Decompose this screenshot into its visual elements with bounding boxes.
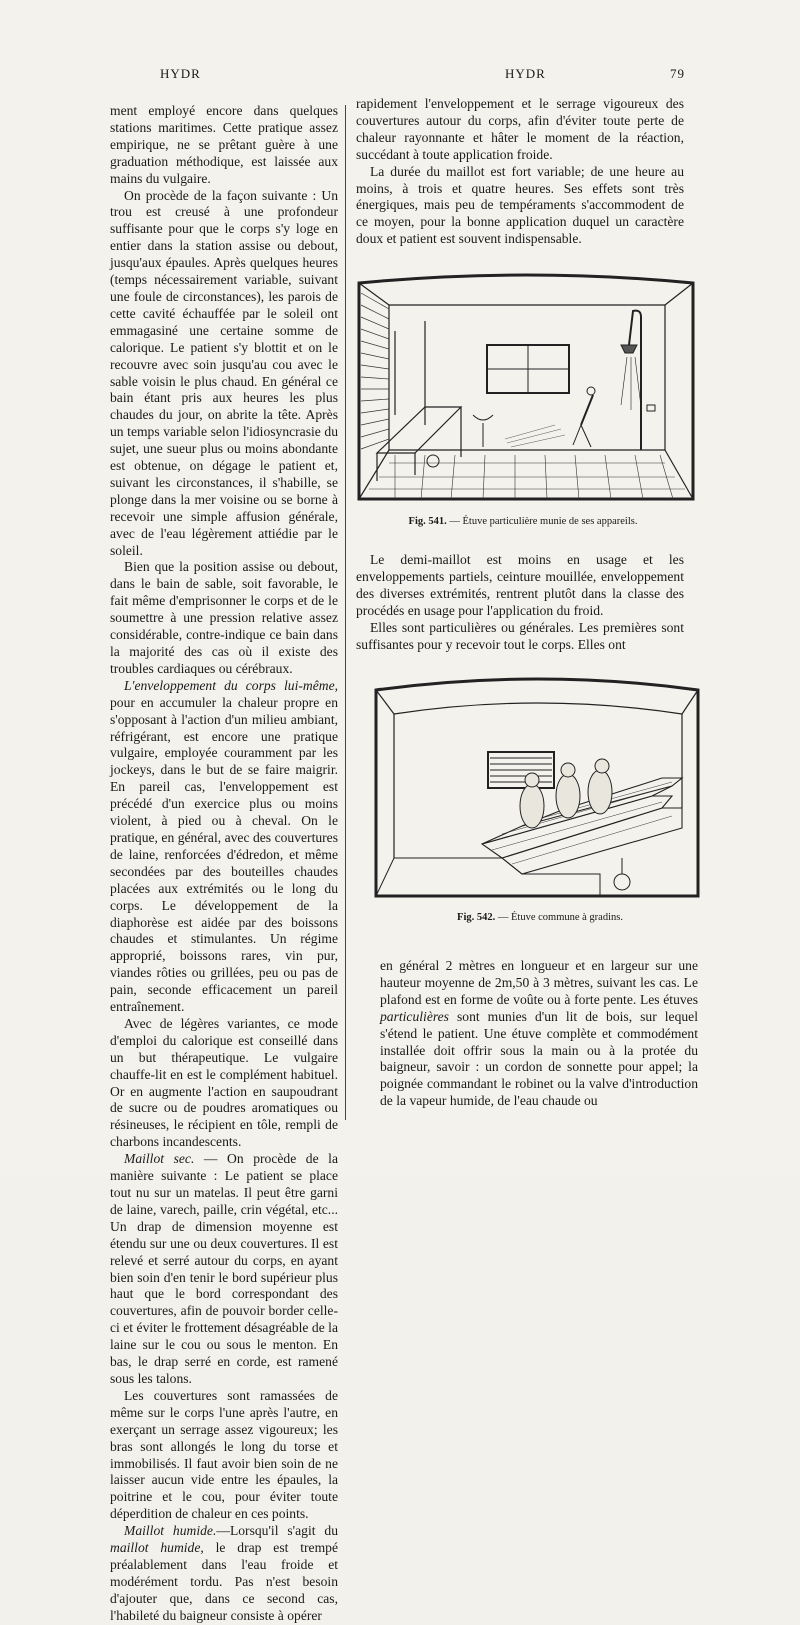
maillot-sec-title: Maillot sec. [124,1151,195,1167]
right-bottom-text-b: sont munies d'un lit de bois, sur lequel s'étend le patient. Une étuve complète et commodément installée doit offrir sous la main ou à la protée du baigneur, savoir : un cordon de sonnette pour appel; la poignée commandant le robinet ou la valve d'introduction de la vapeur humide, de l'eau chaude ou [380,1008,698,1109]
left-paragraph-maillot-sec [110,1151,338,1388]
left-column [110,103,338,1625]
enveloppement-title: L'enveloppement du corps lui-même, [124,677,338,693]
figure-541-caption-text: — Étuve particulière munie de ses appareils. [446,516,638,527]
figure-541-caption [343,516,703,527]
maillot-humide-text-b: , le drap est trempé préalablement dans l'eau froide et modérément tordu. Pas n'est besoin d'ajouter que, dans ce second cas, l'habileté du baigneur consiste à opérer [110,1540,338,1623]
figure-542 [372,668,704,900]
column-divider [345,105,346,1120]
left-paragraph-1: ment employé encore dans quelques stations maritimes. Cette pratique assez empirique, ne se prêtant guère à une graduation méthodique, est laissée aux mains du vulgaire. [110,103,338,186]
right-paragraph-1: rapidement l'enveloppement et le serrage vigoureux des couvertures autour du corps, afin d'éviter toute perte de chaleur rayonnante et hâter le moment de la réaction, succédant à toute application froide. [356,96,684,162]
maillot-humide-text-a: —Lorsqu'il s'agit du [216,1523,339,1539]
right-column-top [356,96,684,248]
right-paragraph-3: Le demi-maillot est moins en usage et les enveloppements partiels, ceinture mouillée, enveloppement des diverses extrémités, rentrent plutôt dans la classe des procédés en usage pour l'application du froid. [356,552,684,618]
left-paragraph-maillot-humide [110,1523,338,1624]
right-paragraph-5 [380,958,698,1110]
right-paragraph-2: La durée du maillot est fort variable; de une heure au moins, à trois et quatre heures. Ses effets sont très énergiques, mais peu de tempéraments s'accommodent de ce moyen, pour la bonne application duquel un caractère doux et patient est souvent indispensable. [356,163,684,247]
left-paragraph-2: On procède de la façon suivante : Un trou est creusé à une profondeur suffisante pour que le corps s'y loge en entier dans la station assise ou debout, jusqu'aux épaules. Après quelques heures (temps nécessairement variable, suivant une foule de circonstances), les parois de cette cavité échauffée par le soleil ont emmagasiné une certaine somme de calorique. Le patient s'y blottit et on le recouvre avec soin jusqu'au cou avec le sable voisin le plus chaud. En général ce bain étant pris aux heures les plus chaudes du jour, on abrite la tête. Après un temps variable selon l'idiosyncrasie du sujet, une sueur plus ou moins abondante est obtenue, on dégage le patient et, suivant les circonstances, il s'habille, se plonge dans la mer voisine ou se borne à recevoir une simple affusion générale, avec de l'eau légèrement attiédie par le soleil. [110,187,338,558]
figure-541-label: Fig. 541. [408,516,447,527]
etuve-particuliere-illustration [355,265,700,505]
figure-542-label: Fig. 542. [457,912,496,923]
maillot-sec-text: — On procède de la manière suivante : Le patient se place tout nu sur un matelas. Il peut être garni de laine, varech, paille, crin végétal, etc... Un drap de dimension moyenne est étendu sur une ou deux couvertures. Il est relevé et serré autour du corps, en ayant bien soin d'en tenir le bord supérieur plus haut que le bord correspondant des couvertures, afin de pouvoir border celle-ci et éviter le frottement désagréable de la laine sur le cou ou sous le menton. En bas, le drap serré en corde, est ramené sous les talons. [110,1151,338,1386]
right-paragraph-4: Elles sont particulières ou générales. Les premières sont suffisantes pour y recevoir tout le corps. Elles ont [356,619,684,652]
left-paragraph-couvertures: Les couvertures sont ramassées de même sur le corps l'une après l'autre, en exerçant un serrage assez vigoureux; les bras sont allongés le long du torse et immobilisés. Il faut avoir bien soin de ne laisser aucun vide entre les épaules, la poitrine et le cou, pour éviter toute déperdition de chaleur en ces points. [110,1387,338,1522]
etuve-commune-illustration [372,668,704,900]
maillot-humide-title: Maillot humide. [124,1523,217,1539]
right-bottom-em: particulières [380,1008,449,1024]
figure-541 [355,265,700,505]
right-column-bottom [380,958,698,1110]
header-center-title: HYDR [505,66,546,81]
figure-542-caption [360,912,720,923]
right-bottom-text-a: en général 2 mètres en longueur et en largeur sur une hauteur moyenne de 2m,50 à 3 mètres, suivant les cas. Le plafond est en forme de voûte ou à forte pente. Les étuves [380,958,698,1007]
enveloppement-text: pour en accumuler la chaleur propre en s'opposant à l'action d'un milieu ambiant, réfrigérant, est encore une pratique vulgaire, employée couramment par les jockeys, dans le but de se faire maigrir. En pareil cas, l'enveloppement est précédé d'un exercice plus ou moins violent, à pied ou à cheval. On le pratique, en général, avec des couvertures de laine, renforcées d'édredon, et même secondées par des bouteilles chaudes placées aux extrémités ou le long du corps. Le développement de la diaphorèse est aidée par des boissons chaudes et stimulantes. Un régime approprié, boissons rares, vin pur, viandes rôties ou grillées, peu ou pas de pain, seconde efficacement un pareil entraînement. [110,694,338,1015]
left-paragraph-3: Bien que la position assise ou debout, dans le bain de sable, soit favorable, le fait même d'emprisonner le corps et de le soumettre à une pression relative assez considérable, contre-indique ce bain dans la majorité des cas où il existe des troubles cardiaques ou cérébraux. [110,559,338,676]
header-left-title: HYDR [160,66,201,81]
left-paragraph-variantes: Avec de légères variantes, ce mode d'emploi du calorique est conseillé dans un but thérapeutique. Le vulgaire chauffe-lit en est le complément habituel. Or en augmente l'action en saupoudrant de sucre ou de poudres aromatiques ou résineuses, le récipient en tôle, rempli de charbons incandescents. [110,1015,338,1150]
figure-542-caption-text: — Étuve commune à gradins. [495,912,623,923]
maillot-humide-em: maillot humide [110,1540,201,1556]
right-column-middle [356,552,684,653]
left-paragraph-enveloppement [110,678,338,1016]
page-number: 79 [670,66,685,81]
